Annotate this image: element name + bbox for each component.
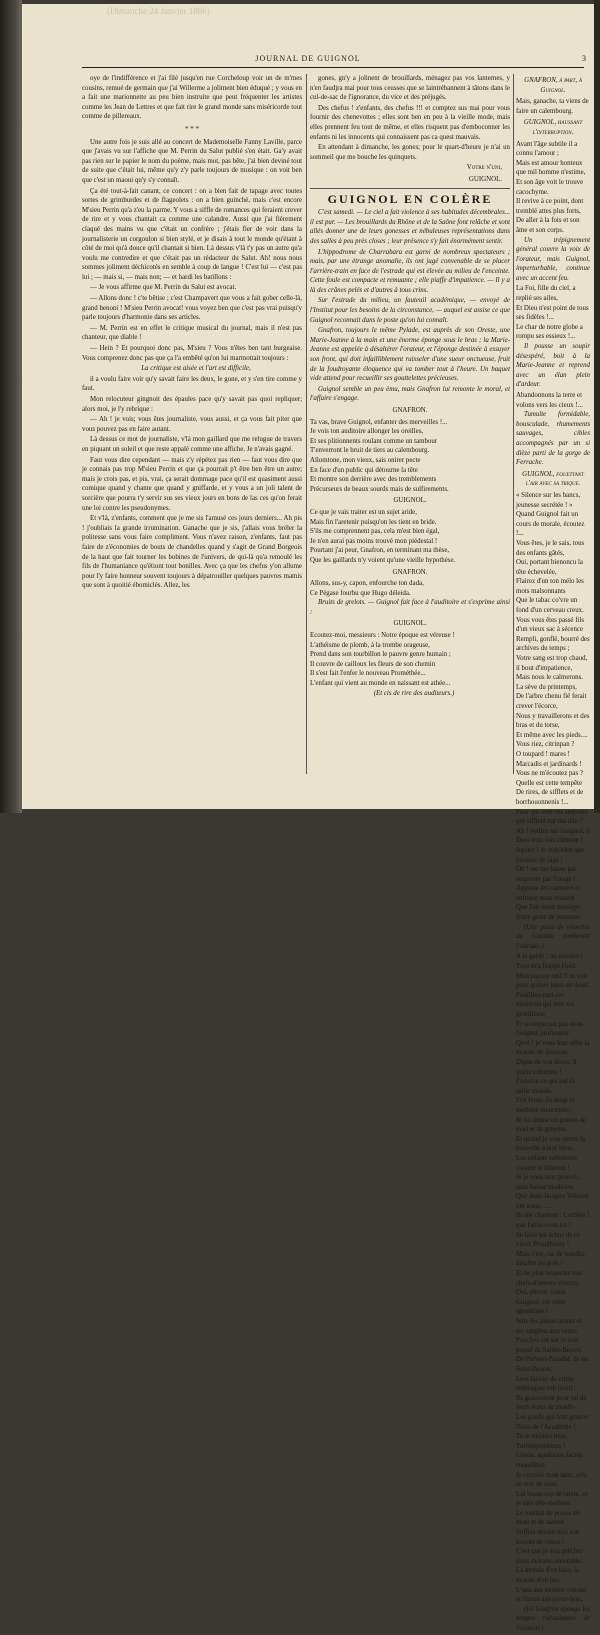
- verse-block: [516, 952, 590, 1604]
- stage-direction: Sur l'estrade du milieu, un fauteuil académique, — envoyé de l'Institut pour les besoins de la circonstance, — auquel est assise ce que Guignol reconnait dans le poste qu'on lui connaît.: [310, 297, 510, 324]
- speaker-name: GUIGNOL.: [393, 497, 427, 505]
- stage-direction: Un trépignement général couvre la voix de l'orateur, mais Guignol, imperturbable, continue avec un accent feu.: [516, 236, 590, 282]
- ghost-header: (Dimanche 24 Janvier 1886): [107, 6, 210, 16]
- column-left: [82, 74, 302, 592]
- stage-direction: Bruits de grelots. — Guignol fait face à l'auditoire et s'exprime ainsi :: [310, 599, 510, 616]
- verse-block: [310, 579, 510, 598]
- section-rule: [310, 188, 510, 189]
- verse-block: [516, 391, 590, 410]
- page-number: 3: [582, 54, 586, 63]
- verse-text: A la garde ! au secours ! Tous m'a frappé l'oeil. Mon pauvre oeil !! tu voit pour quinze jours en deuil. Pouilliez-moi ces moments qui leur ses gentillesse Et se respectez pas nous Guignol professeur. Quoi ! je vous leur offre la morale en douceur, Digne de vos dieux, il quitte culottine ! J'éduirai ce qui par la saine morale, J'en ferais du doigt le médoire meurtrière ; Je lui donne un portun de miel et de gruyère, Et quand je vois parter la bouteille à leur lèvre, Les enfants turbulents cassent le biberon ! Si je vous leur prouver, sans baisse modéstie, Que Jean-Jacques Voltaire ont aussi ... . Ils me chantent : Corbleu ! que faites-vous ici ? Se faire les échos de ce vieux Proudhomy ! Mais c'est, tas de bandits, insulter au goût ! Et ne plus respecter nos chefs-d'oeuvre vivants. Oui, pleure, vieux Guignol, sur cette ignominie ! Jette les pleurs amers et tes sanglots aux vents, Pouchez-toi sur le sein pensif de Sainte-Beuve, De Prévost-Paradol, de tes Saint-Bouve, Leur laisser de crime embraguer ton treuil ; Ils graisseront pour toi de leurs noms de moelle Les gonds qui font grincer l'huis de l'Académie ! Tu le mérites bien, Turlempimbinus ! Gloria, aquilarius factus coquilibus. Je connais mon latin, cela se voit de reste, Lui beaucoup de talent, et je suis tête-modeste. Le journal de presse de mots et de saveur Soffise devant moi son bonnet de coton ! C'est que je suis prêcher deux morales ensemble, La morale d'en haut, la morale d'en bas, L'une aux moines venous et l'autre aux porte-bras.: [516, 953, 590, 1604]
- stage-direction: (Ici Gnafron éponge les tempes ruisselantes de l'orateur.): [516, 1605, 590, 1632]
- verse-block: [516, 284, 590, 342]
- quote-line: La critique est aisée et l'art est difficile,: [141, 365, 251, 373]
- paragraph: — M. Perrin est en effet le critique musical du journal, mais il n'est pas chanteur, que diable !: [82, 324, 302, 342]
- verse-text: La Foi, fille du ciel, a replié ses ailes, Et Dieu n'est point de tous ses fidèles !... Le char de notre globe a rompu ses essieux !...: [516, 285, 589, 341]
- header-rule: [82, 67, 584, 68]
- paragraph: En attendant à dimanche, les gones; pour le quart-d'heure je n'ai un sommeil que me bouche les quinquets.: [310, 144, 510, 161]
- verse-block: [516, 140, 590, 236]
- speaker-name: GNAFRON, à part, à Guignol.: [524, 77, 582, 94]
- masthead: JOURNAL DE GUIGNOL: [255, 54, 361, 63]
- paragraph: il a voulu faire voir qu'y savait faire les deux, le gone, et y s'en tire comme y faut.: [82, 375, 302, 393]
- paragraph: — Hein ? Et pourquoi donc pas, M'sieu ? Vous n'êtes ben tant burgeaise. Vous comprenez donc pas que ça l'a embêté qu'on lui marmottait toujours :: [82, 345, 302, 362]
- bleed-through-strip: [22, 4, 594, 56]
- verse-text: Allons, sus-y, capon, enfourche ton dada, Ce Pégase fourbu que Hugo déleida.: [310, 580, 424, 597]
- speaker-name: GUIGNOL.: [393, 620, 427, 628]
- verse-block: [516, 491, 590, 923]
- verse-block: [310, 631, 510, 689]
- stage-direction: Tumulte formidable, bousculade, rhumements sauvages, cibles accompagnés par un si dièze parti de la gorge de Ferrache.: [516, 411, 590, 467]
- paragraph: gones, gn'y a jolinent de brouillards, ménagez pas vos lanternes, y n'en faudjra mai pour tous ceusses que se laintrébannent à tâtons dans le cul-de-sac de l'ignorance, du vice et des préjugés.: [310, 75, 510, 102]
- paragraph: Une autre fois je suis allé au concert de Mademoiselle Fanny Laville, parce que j'avais vu sur l'affiche que M. Perrin du Salut publié s'en était. Ga'y avait pas rien sur le papier le nom du poème, mais mot, pas bête, j'ai bien deviné tout de suite que c'était lui, même qu'y z'y parle toujours de musique : on voit ben que c'est un maoui qu'y s'y connaît.: [82, 138, 302, 184]
- paragraph: Faut vous dire cependant — mais z'y répétez pas rien — faut vous dire que je connais pas trop M'sieu Perrin et que ça pourrait p't être ben être un autre; mais je crois pas, et pis, vrai, ça serait dommage pace qu'il est quasiment aussi comique quand y chante que quand y gniffarde, et y vous a un joli talent de sorcière que pourra t'y servir sus ses vieux jours en bons de las ces qu'on ferait une loi contre les pseudonymes.: [82, 456, 302, 512]
- book-spine-edge: [0, 0, 22, 813]
- article-title: GUIGNOL EN COLÈRE: [327, 191, 493, 206]
- verse-text: Mais, ganache, ta viens de faire un calembourg.: [516, 98, 589, 115]
- column-middle: [310, 74, 510, 699]
- verse-block: [310, 508, 510, 566]
- stage-direction: C'est samedi. — Le ciel a fait violence à ses habitudes décembrales... il est pur. — Les brouillards du Rhône et de la Saône font relâche et sont allés donner une de leurs gonesses et nébuleuses représentations dans des salles à peu près closes ; leur présence s'y fait énormément sentir.: [310, 209, 510, 245]
- column-divider: [513, 74, 514, 774]
- paragraph: Et v'là, z'enfants, comment que je me sis l'amusé ces jours derniers... Ah pis ! j'oubliais la grande irrumination. Ganache que je sis, j'allais vous bréler la politesse sans vous faire compliment. Vous n'avez raison, z'enfants, faut pas faire de z'économies de bouts de chandelles quand y s'agit de Grand Borgeois de la haut que fait tourner les bobines de l'univers, de qui-là qu'a remoulé les fils de l'humaniance qu'étiont tout bonilles. Avec ça que les chefus y'on allume pour l'y faire honneur souvent toujours à dépatrouiller quelques pauvres mamis que sont à quoitié ébomiclés. Allez, les: [82, 515, 302, 590]
- paragraph: Des chefus ! z'enfants, des chefus !!! et comptez sus mai pour vous fournir des chenevottes ; elles sont ben en peu à la vieille mode, mais elles prennent feu tout de même, et elles risquent pas d'emboconner les enfants ni les innocents qui connaissent pas ca quest mauvais.: [310, 104, 510, 141]
- newspaper-page: [22, 4, 594, 1632]
- right-edge: [594, 0, 600, 813]
- verse-text: Ecoutez-moi, messieurs : Notre époque est véreuse ! L'athéisme de plomb, à la trombe orageuse, Prend dans son tourbillon le pauvre genre humain ; Il couvre de cailloux les fleurs de son chemin Il s'est fait l'enfer le nouveau Prométhée... L'enfant qui vient au monde en naissant est athée...: [310, 632, 455, 688]
- paragraph: Ça été tout-à-fait canant, ce concert : on a bien fait de tapage avec toutes sortes de grimburdes et de flageolets : on a bien guinché, mais c'est encore M'sieu Perrin qu'a z'eu la parme. Y vous a siffle de romances qui feraient crever de rire et y vous chantait ca comme une calandre. Aussi que j'ai fièrement claqué des mains vu que c'était un confrère ; j'étais fier de voir dans la journalisterie un corgoulon si bien stylé, et je disais à tout le monde qu'étant à côté de moi qu'à douce qu'il chantait si bien. Là dessus v'là t'y pas un autre qu'a voulu me contredire et que c'était pas un rédacteur du Salut. Ah! nous nous sommes joliment déchicotés en semble à coup de langue ! C'est lui — c'est pas lui ; — mais si, — mais non; — et hardi les batillons :: [82, 187, 302, 281]
- paragraph: oye de l'indifférence et j'ai filé jusqu'en rue Corcheloup voir un de m'mes cousins, remué de germain que j'ai Willerme a joliment bien éduqué ; y vous en a fait une marionnette au peu bien instruite que peut fréquenter les artistes comme les Jean de Lettres et que fait rire le grand monde sans miséricorde tout comme de pillereaux.: [82, 75, 302, 121]
- verse-text: Abandonnons la terre et volons vers les cieux !...: [516, 392, 583, 409]
- stage-direction: Il pousse un soupir désespéré, boit à la Marie-Jeanne et reprend avec un élan plein d'ardeur.: [516, 343, 590, 389]
- column-right: [516, 74, 590, 1635]
- verse-text: Ta vas, brave Guignol, enfanter des merveilles !... Je vois ton auditoire allonger les oreilles, Et ses plitionnents roulant comme un tambour T'enverront le bruit de tiers au calembourg. Allomtone, mon vieux, sais onirer pecte En face d'un public qui détourne la tête Et montre son derrière avec des tremblements Précurseurs de beaux sourds mais de sulfirements.: [310, 418, 449, 493]
- verse-text: « Silence sur les bancs, jeunesse secrétée ! » Quand Guignol fait un cours de morale, écoutez !... Vous êtes, je le sais, tous des enfants gâtés, Oui, portant bienoncu la tête échevelée, Flairez d'un ton mélo les mots malsonnants Que le tabac co'vre un fond d'un cerveau creux. Vous vous êtes passé fils d'un vieux sac à sécence Rempli, gonflé, bourré des archives du temps ; Votre sang est trop chaud, il bout d'impatience, Mais nous le calmerons. La sève du printemps, De l'arbre chenu fié ferait crever l'écorce, Nous y travaillerons et des bras et du torse, Et même avec les pieds.... Vous riez, citrinpan ? O toupard ! mares ! Marcadis et jardinards ! Vous ne m'écoutez pas ? Quelle est cette tempête De rires, de sifflets et de borrhouonnenis !... Pour qui sont ces serpents qui sifflent sur ma tête ? Ah ! veillez sur Guignol, ô Dieu trois fois clément ! Jupiter ! tu vois bien que j'écume de rage ! Oh ! sur me laisse pas emporter par l'orage ! Apporte les carreaux et enfonce nous tonnent Que l'on vient moisiger d'une geste de pommes.: [516, 491, 590, 922]
- stage-direction: (Et cis de rire des auditeurs.): [373, 689, 455, 697]
- stage-direction: L'hippodrome de Charrabara est garni de nombreux spectateurs ; mais, par une étrange anomalie, ils ont jugé convenable de se placer l'arrière-train en face de l'estrade qui est élevée au milieu de l'enceinte. Cette foule est compacte et remuante ; elle piaffe d'impatience. — Il y a là des crânes pelés et d'autres à tous crins.: [310, 248, 510, 294]
- verse-text: Avant l'âge subtile il a connu l'amour ; Mais est amour honteux que mil homme n'estime, Et son âge voit le trouve cacochyme. Il revive à ce point, dont tremblé attes plus forts, De aller à la fois et son âme et son corps.: [516, 140, 586, 234]
- stage-direction: (Une pluie de viroettes du Canada tomberait l'estrade.): [516, 923, 590, 950]
- paragraph: — Je vous affirme que M. Perrin du Salut est avocat.: [90, 284, 237, 292]
- paragraph: Mon relocuteur gingnoit des épaules pace qu'y savait pas quoi repliquer; alors moi, je l'y rebrique :: [82, 396, 302, 413]
- section-stars: * * *: [185, 125, 199, 133]
- signature-name: GUIGNOL.: [468, 175, 502, 183]
- verse-block: [516, 97, 590, 116]
- stage-direction: Guignol semble un peu ému, mais Gnafron lui remonte le moral, et l'affaire s'engage.: [310, 385, 510, 403]
- speaker-name: GUIGNOL, fouettant l'air avec sa trique.: [522, 470, 584, 488]
- speaker-name: GNAFRON.: [392, 407, 428, 414]
- verse-block: [310, 418, 510, 495]
- paragraph: — Ah ! je vois; vous êtes journaliste, vous aussi, et ça vous fait piter que vous pouvez pas en faire autant.: [82, 416, 302, 433]
- speaker-name: GUIGNOL, haussant l'interruption.: [523, 119, 583, 136]
- stage-direction: Gnafron, toujours le même Pylade, est auprès de son Oreste, une Marie-Jeanne à la main et une énorme éponge sous le bras ; la Marie-Jeanne est appelée à désaltérer l'orateur, et l'éponge destinée à essuyer son front, qui doit infailliblement ruisseler d'une sueur onctueuse, fruit de la foudroyante éloquence qui va tomber tout à l'heure. Un baquet vide attend pour recueillir ses gouttelettes précieuses.: [310, 327, 510, 383]
- column-divider: [306, 74, 307, 774]
- speaker-name: GNAFRON.: [392, 568, 428, 576]
- signature-closing: Votre n'uni,: [466, 164, 502, 172]
- paragraph: — Allons donc ! c'te bêtise ; c'est Champavert que vous a fait gober celle-là, grand benoni ! M'sieu Perrin avocat! vous voyez ben que c'est pas vrai puisqu'y parle toujours d'harmonie dans ses articles.: [82, 295, 302, 322]
- paragraph: Là dessus ce mot de journaliste, v'là mon gaillard que me relugue de travers en piquant un soleil et que reste appalé comme une affiche. Je n'avais gagné.: [82, 436, 302, 453]
- verse-text: Ce que je vais traiter est un sujet aride, Mais fin l'aretenir puisqu'on les tient en bride. S'ils me comprennent pas, cela m'est bien égal, Je n'en aurai pas moins trouvé mon piédestal ! Pourtant j'ai peur, Gnafron, en terminant ma thèse, Que les gaillards n'y voient qu'une vieille hypothèse.: [310, 508, 456, 564]
